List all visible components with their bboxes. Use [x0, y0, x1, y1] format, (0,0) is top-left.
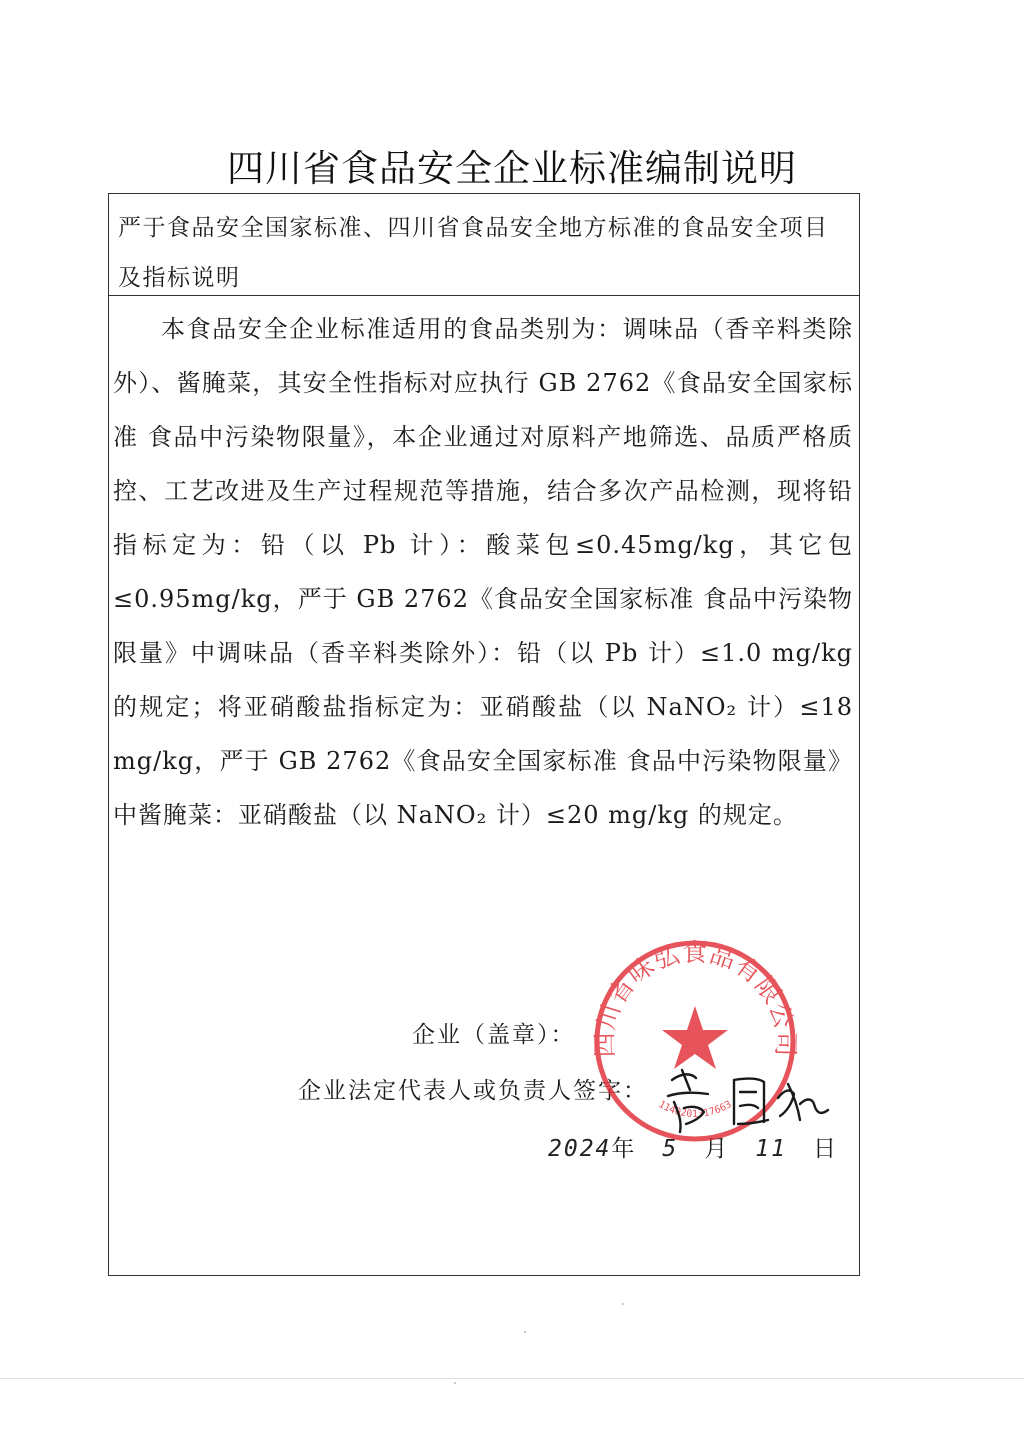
date-year: 2024: [548, 1136, 612, 1162]
page-title: 四川省食品安全企业标准编制说明: [227, 147, 797, 190]
signature-date: [548, 1130, 838, 1163]
scan-speck: [622, 1303, 624, 1305]
header-text: 严于食品安全国家标准、四川省食品安全地方标准的食品安全项目及指标说明: [118, 215, 829, 291]
representative-signature-label: 企业法定代表人或负责人签字：: [298, 1078, 648, 1104]
seal-serial-number: 1140201317663: [656, 1099, 734, 1120]
date-day: 11: [755, 1136, 787, 1162]
seal-company-name: 四川省味弘食品有限公司: [590, 937, 800, 1058]
body-paragraph: 本食品安全企业标准适用的食品类别为：调味品（香辛料类除外）、酱腌菜，其安全性指标对应执行 GB 2762《食品安全国家标准 食品中污染物限量》，本企业通过对原料产地筛选、品质严格质控、工艺改进及生产过程规范等措施，结合多次产品检测，现将铅指标定为：铅（以 Pb 计）：酸菜包≤0.45mg/kg，其它包≤0.95mg/kg，严于 GB 2762《食品安全国家标准 食品中污染物限量》中调味品（香辛料类除外）：铅（以 Pb 计）≤1.0 mg/kg 的规定；将亚硝酸盐指标定为：亚硝酸盐（以 NaNO₂ 计）≤18 mg/kg，严于 GB 2762《食品安全国家标准 食品中污染物限量》中酱腌菜：亚硝酸盐（以 NaNO₂ 计）≤20 mg/kg 的规定。: [113, 315, 853, 829]
scan-speck: [454, 1382, 456, 1384]
date-day-unit: 日: [812, 1136, 838, 1162]
page-bottom-rule: [0, 1378, 1024, 1379]
header-cell: [108, 193, 860, 296]
date-month: 5: [662, 1136, 679, 1162]
date-month-unit: 月: [704, 1136, 730, 1162]
body-text: [113, 302, 853, 842]
date-year-unit: 年: [611, 1136, 637, 1162]
company-seal-label: 企业（盖章）：: [412, 1022, 576, 1048]
scan-speck: [524, 1331, 526, 1333]
